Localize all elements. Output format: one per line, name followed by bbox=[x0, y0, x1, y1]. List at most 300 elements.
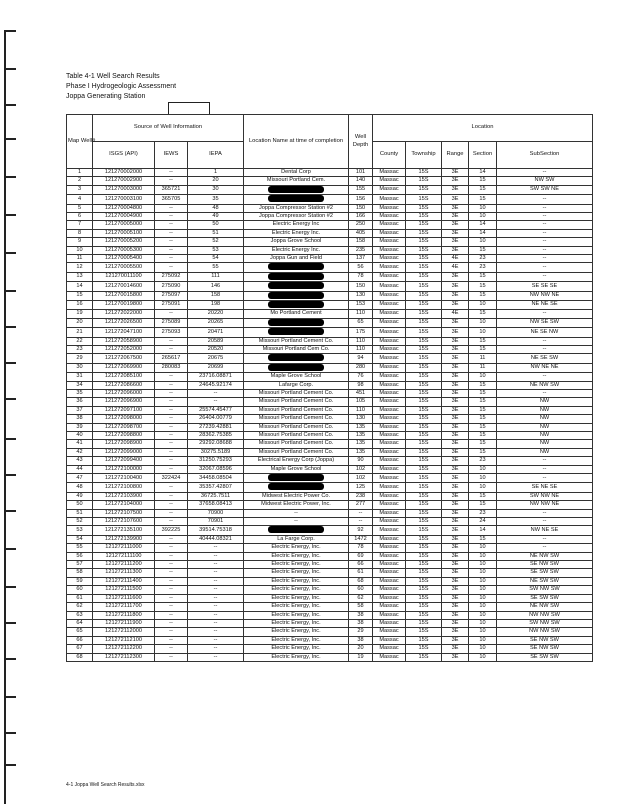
range-cell: 3E bbox=[442, 535, 469, 543]
depth-cell: 135 bbox=[349, 423, 373, 431]
isgs-cell: 121272099000 bbox=[93, 448, 155, 456]
binder-mark bbox=[0, 510, 16, 550]
location-name-cell bbox=[244, 291, 349, 300]
table-row bbox=[67, 569, 593, 577]
table-row bbox=[67, 185, 593, 194]
iews-cell: -- bbox=[155, 518, 188, 526]
binder-mark bbox=[0, 658, 16, 698]
subsection-cell: NW SE SW bbox=[497, 318, 593, 327]
map-well-cell: 64 bbox=[67, 619, 93, 627]
depth-cell: -- bbox=[349, 509, 373, 517]
section-cell: 11 bbox=[469, 354, 497, 363]
depth-cell: 92 bbox=[349, 526, 373, 535]
section-cell: 10 bbox=[469, 544, 497, 552]
subsection-cell: NE NW SW bbox=[497, 603, 593, 611]
depth-cell: 110 bbox=[349, 345, 373, 353]
section-cell: 10 bbox=[469, 301, 497, 310]
subsection-cell: SW NW NE bbox=[497, 492, 593, 500]
iepa-cell: 35 bbox=[188, 195, 244, 204]
county-cell: Massac bbox=[373, 636, 406, 644]
iepa-cell: -- bbox=[188, 569, 244, 577]
iepa-cell: -- bbox=[188, 645, 244, 653]
township-cell: 15S bbox=[406, 177, 442, 185]
isgs-cell: 121272111100 bbox=[93, 552, 155, 560]
iepa-cell: 55 bbox=[188, 263, 244, 272]
range-cell: 3E bbox=[442, 195, 469, 204]
county-cell: Massac bbox=[373, 177, 406, 185]
iews-cell: -- bbox=[155, 373, 188, 381]
county-cell: Massac bbox=[373, 552, 406, 560]
range-cell: 3E bbox=[442, 432, 469, 440]
township-cell: 15S bbox=[406, 406, 442, 414]
isgs-cell: 121272099400 bbox=[93, 457, 155, 465]
range-cell: 3E bbox=[442, 373, 469, 381]
table-row bbox=[67, 363, 593, 372]
col-county: County bbox=[373, 142, 406, 169]
subsection-cell: NW bbox=[497, 398, 593, 406]
iews-cell: -- bbox=[155, 535, 188, 543]
county-cell: Massac bbox=[373, 255, 406, 263]
township-cell: 15S bbox=[406, 619, 442, 627]
subsection-cell: NE NW SW bbox=[497, 552, 593, 560]
iepa-cell: 36725.7511 bbox=[188, 492, 244, 500]
table-row bbox=[67, 177, 593, 185]
depth-cell: 68 bbox=[349, 577, 373, 585]
group-source: Source of Well Information bbox=[93, 115, 244, 142]
township-cell: 15S bbox=[406, 569, 442, 577]
county-cell: Massac bbox=[373, 509, 406, 517]
range-cell: 3E bbox=[442, 440, 469, 448]
location-name-cell: Missouri Portland Cement Co. bbox=[244, 423, 349, 431]
subsection-cell: NE SE NW bbox=[497, 328, 593, 337]
range-cell: 3E bbox=[442, 501, 469, 509]
range-cell: 3E bbox=[442, 586, 469, 594]
county-cell: Massac bbox=[373, 628, 406, 636]
section-cell: 15 bbox=[469, 282, 497, 291]
section-cell: 10 bbox=[469, 373, 497, 381]
location-name-cell bbox=[244, 328, 349, 337]
depth-cell: 20 bbox=[349, 645, 373, 653]
iews-cell: -- bbox=[155, 552, 188, 560]
iews-cell: -- bbox=[155, 169, 188, 177]
section-cell: 15 bbox=[469, 272, 497, 281]
iews-cell: -- bbox=[155, 465, 188, 473]
county-cell: Massac bbox=[373, 569, 406, 577]
isgs-cell: 121272047100 bbox=[93, 328, 155, 337]
map-well-cell: 56 bbox=[67, 552, 93, 560]
subsection-cell: -- bbox=[497, 263, 593, 272]
township-cell: 15S bbox=[406, 465, 442, 473]
iepa-cell: 32067.08596 bbox=[188, 465, 244, 473]
depth-cell: 277 bbox=[349, 501, 373, 509]
isgs-cell: 121272139900 bbox=[93, 535, 155, 543]
section-cell: 15 bbox=[469, 432, 497, 440]
township-cell: 15S bbox=[406, 535, 442, 543]
county-cell: Massac bbox=[373, 301, 406, 310]
iews-cell: 275097 bbox=[155, 291, 188, 300]
iepa-cell: -- bbox=[188, 398, 244, 406]
county-cell: Massac bbox=[373, 238, 406, 246]
iepa-cell: -- bbox=[188, 653, 244, 661]
county-cell: Massac bbox=[373, 586, 406, 594]
redaction-mark bbox=[268, 483, 324, 490]
section-cell: 15 bbox=[469, 246, 497, 254]
range-cell: 3E bbox=[442, 169, 469, 177]
township-cell: 15S bbox=[406, 526, 442, 535]
subsection-cell: NE SE SW bbox=[497, 354, 593, 363]
depth-cell: 76 bbox=[349, 373, 373, 381]
county-cell: Massac bbox=[373, 483, 406, 492]
isgs-cell: 121272085100 bbox=[93, 373, 155, 381]
map-well-cell: 9 bbox=[67, 238, 93, 246]
range-cell: 3E bbox=[442, 544, 469, 552]
depth-cell: 66 bbox=[349, 561, 373, 569]
depth-cell: 166 bbox=[349, 213, 373, 221]
map-well-cell: 22 bbox=[67, 337, 93, 345]
section-cell: 15 bbox=[469, 310, 497, 318]
location-name-cell: Missouri Portland Cement Co. bbox=[244, 440, 349, 448]
location-name-cell: Missouri Portland Cement Co. bbox=[244, 448, 349, 456]
map-well-cell: 16 bbox=[67, 301, 93, 310]
township-cell: 15S bbox=[406, 381, 442, 389]
iews-cell: -- bbox=[155, 345, 188, 353]
table-row bbox=[67, 354, 593, 363]
depth-cell: 60 bbox=[349, 586, 373, 594]
depth-cell: 175 bbox=[349, 328, 373, 337]
range-cell: 3E bbox=[442, 318, 469, 327]
iews-cell: -- bbox=[155, 381, 188, 389]
subsection-cell: -- bbox=[497, 345, 593, 353]
isgs-cell: 121272111000 bbox=[93, 544, 155, 552]
footer-filename: 4-1 Joppa Well Search Results.xlsx bbox=[66, 782, 145, 788]
location-name-cell bbox=[244, 363, 349, 372]
township-cell: 15S bbox=[406, 373, 442, 381]
range-cell: 3E bbox=[442, 561, 469, 569]
depth-cell: 125 bbox=[349, 483, 373, 492]
county-cell: Massac bbox=[373, 544, 406, 552]
subsection-cell: NE NW SW bbox=[497, 381, 593, 389]
county-cell: Massac bbox=[373, 398, 406, 406]
map-well-cell: 58 bbox=[67, 569, 93, 577]
section-cell: 23 bbox=[469, 509, 497, 517]
section-cell: 10 bbox=[469, 204, 497, 212]
subsection-cell: SE SE SE bbox=[497, 282, 593, 291]
table-row bbox=[67, 263, 593, 272]
depth-cell: 56 bbox=[349, 263, 373, 272]
iews-cell: 275092 bbox=[155, 272, 188, 281]
isgs-cell: 121272098900 bbox=[93, 440, 155, 448]
iepa-cell: 23716.08871 bbox=[188, 373, 244, 381]
iepa-cell: 52 bbox=[188, 238, 244, 246]
subsection-cell: SW NW SW bbox=[497, 586, 593, 594]
county-cell: Massac bbox=[373, 535, 406, 543]
range-cell: 3E bbox=[442, 569, 469, 577]
range-cell: 4E bbox=[442, 310, 469, 318]
table-row bbox=[67, 586, 593, 594]
subsection-cell: NW bbox=[497, 440, 593, 448]
iepa-cell: -- bbox=[188, 577, 244, 585]
county-cell: Massac bbox=[373, 354, 406, 363]
range-cell: 3E bbox=[442, 301, 469, 310]
range-cell: 3E bbox=[442, 611, 469, 619]
table-row bbox=[67, 552, 593, 560]
county-cell: Massac bbox=[373, 389, 406, 397]
location-name-cell bbox=[244, 272, 349, 281]
township-cell: 15S bbox=[406, 238, 442, 246]
isgs-cell: 121270002000 bbox=[93, 169, 155, 177]
subsection-cell: NW bbox=[497, 448, 593, 456]
range-cell: 3E bbox=[442, 398, 469, 406]
table-title: Table 4-1 Well Search Results bbox=[66, 73, 160, 80]
section-cell: 15 bbox=[469, 291, 497, 300]
isgs-cell: 121272111600 bbox=[93, 594, 155, 602]
county-cell: Massac bbox=[373, 213, 406, 221]
iepa-cell: 158 bbox=[188, 291, 244, 300]
iepa-cell: 28362.75385 bbox=[188, 432, 244, 440]
table-row bbox=[67, 474, 593, 483]
iews-cell: 280083 bbox=[155, 363, 188, 372]
county-cell: Massac bbox=[373, 272, 406, 281]
township-cell: 15S bbox=[406, 345, 442, 353]
township-cell: 15S bbox=[406, 363, 442, 372]
redaction-mark bbox=[268, 328, 324, 335]
location-name-cell: Electrical Energy Corp (Joppa) bbox=[244, 457, 349, 465]
iews-cell: -- bbox=[155, 645, 188, 653]
map-well-cell: 52 bbox=[67, 518, 93, 526]
map-well-cell: 11 bbox=[67, 255, 93, 263]
iews-cell: -- bbox=[155, 440, 188, 448]
range-cell: 3E bbox=[442, 389, 469, 397]
depth-cell: 158 bbox=[349, 238, 373, 246]
location-name-cell: Electric Energy, Inc. bbox=[244, 628, 349, 636]
isgs-cell: 121272103900 bbox=[93, 492, 155, 500]
range-cell: 3E bbox=[442, 577, 469, 585]
iepa-cell: 20220 bbox=[188, 310, 244, 318]
table-row bbox=[67, 423, 593, 431]
redaction-mark bbox=[268, 282, 324, 289]
map-well-cell: 6 bbox=[67, 213, 93, 221]
township-cell: 15S bbox=[406, 457, 442, 465]
table-row bbox=[67, 328, 593, 337]
subsection-cell: -- bbox=[497, 204, 593, 212]
iews-cell: 275093 bbox=[155, 328, 188, 337]
county-cell: Massac bbox=[373, 619, 406, 627]
isgs-cell: 121272052000 bbox=[93, 345, 155, 353]
depth-cell: 156 bbox=[349, 195, 373, 204]
depth-cell: 405 bbox=[349, 229, 373, 237]
iews-cell: -- bbox=[155, 544, 188, 552]
section-cell: 10 bbox=[469, 213, 497, 221]
location-name-cell: Missouri Portland Cement Co. bbox=[244, 337, 349, 345]
map-well-cell: 61 bbox=[67, 594, 93, 602]
range-cell: 3E bbox=[442, 204, 469, 212]
township-cell: 15S bbox=[406, 483, 442, 492]
binder-mark bbox=[0, 474, 16, 514]
map-well-cell: 44 bbox=[67, 465, 93, 473]
report-subtitle: Phase I Hydrogeologic Assessment bbox=[66, 83, 177, 90]
table-row bbox=[67, 465, 593, 473]
isgs-cell: 121272098700 bbox=[93, 423, 155, 431]
location-name-cell: Missouri Portland Cement Co. bbox=[244, 432, 349, 440]
map-well-cell: 8 bbox=[67, 229, 93, 237]
subsection-cell: SE NW SW bbox=[497, 636, 593, 644]
map-well-cell: 14 bbox=[67, 282, 93, 291]
redaction-mark bbox=[268, 292, 324, 299]
subsection-cell: NW NW NE bbox=[497, 291, 593, 300]
section-cell: 10 bbox=[469, 465, 497, 473]
county-cell: Massac bbox=[373, 440, 406, 448]
subsection-cell: NE NE SE bbox=[497, 301, 593, 310]
range-cell: 3E bbox=[442, 619, 469, 627]
section-cell: 15 bbox=[469, 345, 497, 353]
subsection-cell: -- bbox=[497, 246, 593, 254]
subsection-cell: -- bbox=[497, 169, 593, 177]
subsection-cell: -- bbox=[497, 373, 593, 381]
iepa-cell: -- bbox=[188, 611, 244, 619]
table-row bbox=[67, 406, 593, 414]
iews-cell: -- bbox=[155, 423, 188, 431]
iepa-cell: 40444.08321 bbox=[188, 535, 244, 543]
location-name-cell: Missouri Portland Cement Co. bbox=[244, 415, 349, 423]
depth-cell: 38 bbox=[349, 619, 373, 627]
location-name-cell: Midwest Electric Power Co. bbox=[244, 492, 349, 500]
county-cell: Massac bbox=[373, 263, 406, 272]
map-well-cell: 39 bbox=[67, 423, 93, 431]
range-cell: 3E bbox=[442, 483, 469, 492]
location-name-cell bbox=[244, 263, 349, 272]
iews-cell: -- bbox=[155, 603, 188, 611]
depth-cell: 250 bbox=[349, 221, 373, 229]
subsection-cell: -- bbox=[497, 213, 593, 221]
section-cell: 24 bbox=[469, 518, 497, 526]
location-name-cell: Missouri Portland Cement Co. bbox=[244, 398, 349, 406]
township-cell: 15S bbox=[406, 291, 442, 300]
section-cell: 15 bbox=[469, 415, 497, 423]
township-cell: 15S bbox=[406, 185, 442, 194]
depth-cell: 135 bbox=[349, 440, 373, 448]
section-cell: 15 bbox=[469, 440, 497, 448]
table-row bbox=[67, 282, 593, 291]
depth-cell: 19 bbox=[349, 653, 373, 661]
range-cell: 3E bbox=[442, 354, 469, 363]
redaction-mark bbox=[268, 263, 324, 270]
location-name-cell bbox=[244, 301, 349, 310]
binder-mark bbox=[0, 548, 16, 588]
map-well-cell: 62 bbox=[67, 603, 93, 611]
isgs-cell: 121270015800 bbox=[93, 291, 155, 300]
township-cell: 15S bbox=[406, 440, 442, 448]
iews-cell: -- bbox=[155, 337, 188, 345]
isgs-cell: 121272111400 bbox=[93, 577, 155, 585]
township-cell: 15S bbox=[406, 255, 442, 263]
location-name-cell bbox=[244, 195, 349, 204]
iews-cell: -- bbox=[155, 229, 188, 237]
county-cell: Massac bbox=[373, 195, 406, 204]
iews-cell: -- bbox=[155, 594, 188, 602]
map-well-cell: 55 bbox=[67, 544, 93, 552]
township-cell: 15S bbox=[406, 492, 442, 500]
location-name-cell: Electric Energy, Inc. bbox=[244, 577, 349, 585]
binder-mark bbox=[0, 438, 16, 478]
table-row bbox=[67, 483, 593, 492]
subsection-cell: -- bbox=[497, 457, 593, 465]
map-well-cell: 19 bbox=[67, 310, 93, 318]
iews-cell: 365721 bbox=[155, 185, 188, 194]
iepa-cell: 50 bbox=[188, 221, 244, 229]
section-cell: 23 bbox=[469, 263, 497, 272]
map-well-cell: 15 bbox=[67, 291, 93, 300]
depth-cell: 102 bbox=[349, 465, 373, 473]
depth-cell: 110 bbox=[349, 337, 373, 345]
map-well-cell: 37 bbox=[67, 406, 93, 414]
location-name-cell: Electric Energy Inc. bbox=[244, 229, 349, 237]
binder-mark bbox=[0, 214, 16, 254]
depth-cell: 65 bbox=[349, 318, 373, 327]
binder-mark bbox=[0, 252, 16, 292]
iepa-cell: -- bbox=[188, 628, 244, 636]
iepa-cell: -- bbox=[188, 544, 244, 552]
isgs-cell: 121270003100 bbox=[93, 195, 155, 204]
isgs-cell: 121272112100 bbox=[93, 636, 155, 644]
table-row bbox=[67, 544, 593, 552]
location-name-cell: Electric Energy, Inc. bbox=[244, 586, 349, 594]
township-cell: 15S bbox=[406, 544, 442, 552]
iepa-cell: 53 bbox=[188, 246, 244, 254]
subsection-cell: NW bbox=[497, 406, 593, 414]
county-cell: Massac bbox=[373, 169, 406, 177]
depth-cell: 62 bbox=[349, 594, 373, 602]
range-cell: 3E bbox=[442, 229, 469, 237]
table-row bbox=[67, 561, 593, 569]
county-cell: Massac bbox=[373, 448, 406, 456]
table-row bbox=[67, 229, 593, 237]
township-cell: 15S bbox=[406, 282, 442, 291]
depth-cell: 130 bbox=[349, 415, 373, 423]
subsection-cell: NW NW SW bbox=[497, 611, 593, 619]
subsection-cell: NW bbox=[497, 432, 593, 440]
isgs-cell: 121272107600 bbox=[93, 518, 155, 526]
isgs-cell: 121272096000 bbox=[93, 389, 155, 397]
township-cell: 15S bbox=[406, 603, 442, 611]
binder-mark bbox=[0, 622, 16, 662]
binder-mark bbox=[0, 290, 16, 330]
township-cell: 15S bbox=[406, 389, 442, 397]
isgs-cell: 121272069900 bbox=[93, 363, 155, 372]
subsection-cell: -- bbox=[497, 535, 593, 543]
table-row bbox=[67, 603, 593, 611]
county-cell: Massac bbox=[373, 185, 406, 194]
map-well-cell: 42 bbox=[67, 448, 93, 456]
col-well-depth: Well Depth bbox=[349, 115, 373, 169]
subsection-cell: NW SW bbox=[497, 177, 593, 185]
map-well-cell: 57 bbox=[67, 561, 93, 569]
iepa-cell: -- bbox=[188, 586, 244, 594]
location-name-cell: Mo Portland Cement bbox=[244, 310, 349, 318]
section-cell: 15 bbox=[469, 185, 497, 194]
subsection-cell: -- bbox=[497, 337, 593, 345]
subsection-cell: -- bbox=[497, 229, 593, 237]
section-cell: 10 bbox=[469, 561, 497, 569]
depth-cell: 280 bbox=[349, 363, 373, 372]
depth-cell: 451 bbox=[349, 389, 373, 397]
township-cell: 15S bbox=[406, 628, 442, 636]
subsection-cell: NW NE SE bbox=[497, 526, 593, 535]
isgs-cell: 121272026500 bbox=[93, 318, 155, 327]
depth-cell: 58 bbox=[349, 603, 373, 611]
iews-cell: -- bbox=[155, 509, 188, 517]
location-name-cell bbox=[244, 474, 349, 483]
township-cell: 15S bbox=[406, 611, 442, 619]
